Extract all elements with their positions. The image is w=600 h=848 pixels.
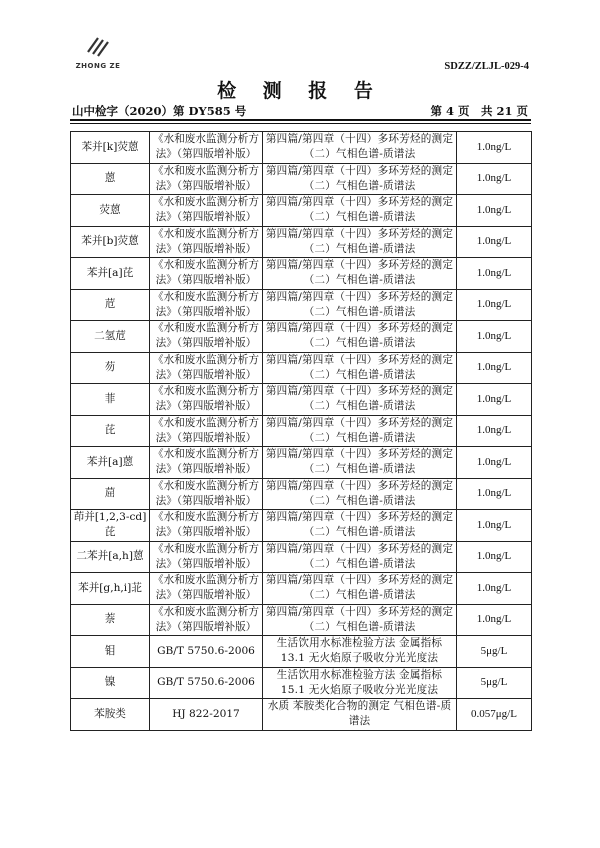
item-cell: 芴 (71, 352, 150, 384)
method-cell: 生活饮用水标准检验方法 金属指标 13.1 无火焰原子吸收分光光度法 (263, 636, 457, 668)
detection-limit-cell: 1.0ng/L (457, 604, 532, 636)
table-row (71, 415, 532, 447)
method-cell: 第四篇/第四章（十四）多环芳烃的测定（二）气相色谱-质谱法 (263, 510, 457, 542)
logo-text: ZHONG ZE (75, 62, 121, 70)
table-row (71, 667, 532, 699)
item-cell: 茚并[1,2,3-cd]芘 (71, 510, 150, 542)
table-row (71, 573, 532, 605)
detection-limit-cell: 0.057μg/L (457, 699, 532, 731)
item-cell: 二氢苊 (71, 321, 150, 353)
item-cell: 苯胺类 (71, 699, 150, 731)
table-row (71, 226, 532, 258)
item-cell: 钼 (71, 636, 150, 668)
method-cell: 第四篇/第四章（十四）多环芳烃的测定（二）气相色谱-质谱法 (263, 163, 457, 195)
table-row (71, 541, 532, 573)
standard-cell: 《水和废水监测分析方法》（第四版增补版） (150, 478, 263, 510)
zhongze-logo-icon (84, 32, 112, 60)
method-cell: 第四篇/第四章（十四）多环芳烃的测定（二）气相色谱-质谱法 (263, 384, 457, 416)
standard-cell: 《水和废水监测分析方法》（第四版增补版） (150, 258, 263, 290)
method-cell: 水质 苯胺类化合物的测定 气相色谱-质谱法 (263, 699, 457, 731)
standard-cell: HJ 822-2017 (150, 699, 263, 731)
detection-limit-cell: 1.0ng/L (457, 258, 532, 290)
table-row (71, 447, 532, 479)
item-cell: 菲 (71, 384, 150, 416)
method-cell: 生活饮用水标准检验方法 金属指标 15.1 无火焰原子吸收分光光度法 (263, 667, 457, 699)
item-cell: 苯并[b]荧蒽 (71, 226, 150, 258)
standard-cell: GB/T 5750.6-2006 (150, 667, 263, 699)
detection-limit-cell: 1.0ng/L (457, 573, 532, 605)
standard-cell: 《水和废水监测分析方法》（第四版增补版） (150, 447, 263, 479)
company-logo (72, 32, 124, 78)
test-methods-table (70, 131, 532, 731)
page-info: 第 4 页 共 21 页 (430, 104, 528, 118)
standard-cell: 《水和废水监测分析方法》（第四版增补版） (150, 132, 263, 164)
table-row (71, 132, 532, 164)
item-cell: 苊 (71, 289, 150, 321)
table-row (71, 352, 532, 384)
item-cell: 二苯并[a,h]蒽 (71, 541, 150, 573)
item-cell: 苯并[a]蒽 (71, 447, 150, 479)
item-cell: 荧蒽 (71, 195, 150, 227)
detection-limit-cell: 5μg/L (457, 636, 532, 668)
method-cell: 第四篇/第四章（十四）多环芳烃的测定（二）气相色谱-质谱法 (263, 226, 457, 258)
detection-limit-cell: 1.0ng/L (457, 510, 532, 542)
method-cell: 第四篇/第四章（十四）多环芳烃的测定（二）气相色谱-质谱法 (263, 573, 457, 605)
detection-limit-cell: 1.0ng/L (457, 289, 532, 321)
table-row (71, 510, 532, 542)
item-cell: 苯并[k]荧蒽 (71, 132, 150, 164)
method-cell: 第四篇/第四章（十四）多环芳烃的测定（二）气相色谱-质谱法 (263, 352, 457, 384)
table-row (71, 699, 532, 731)
table-row (71, 384, 532, 416)
standard-cell: 《水和废水监测分析方法》（第四版增补版） (150, 352, 263, 384)
document-code: SDZZ/ZLJL-029-4 (444, 61, 529, 72)
method-cell: 第四篇/第四章（十四）多环芳烃的测定（二）气相色谱-质谱法 (263, 478, 457, 510)
table-row (71, 195, 532, 227)
method-cell: 第四篇/第四章（十四）多环芳烃的测定（二）气相色谱-质谱法 (263, 541, 457, 573)
standard-cell: 《水和废水监测分析方法》（第四版增补版） (150, 321, 263, 353)
detection-limit-cell: 1.0ng/L (457, 195, 532, 227)
item-cell: 蒽 (71, 163, 150, 195)
method-cell: 第四篇/第四章（十四）多环芳烃的测定（二）气相色谱-质谱法 (263, 321, 457, 353)
detection-limit-cell: 1.0ng/L (457, 132, 532, 164)
detection-limit-cell: 1.0ng/L (457, 384, 532, 416)
item-cell: 苯并[g,h,i]苝 (71, 573, 150, 605)
standard-cell: 《水和废水监测分析方法》（第四版增补版） (150, 163, 263, 195)
item-cell: 苯并[a]芘 (71, 258, 150, 290)
table-row (71, 478, 532, 510)
standard-cell: 《水和废水监测分析方法》（第四版增补版） (150, 573, 263, 605)
standard-cell: 《水和废水监测分析方法》（第四版增补版） (150, 226, 263, 258)
table-row (71, 321, 532, 353)
table-row (71, 604, 532, 636)
standard-cell: 《水和废水监测分析方法》（第四版增补版） (150, 384, 263, 416)
standard-cell: 《水和废水监测分析方法》（第四版增补版） (150, 415, 263, 447)
detection-limit-cell: 1.0ng/L (457, 352, 532, 384)
report-title: 检 测 报 告 (217, 80, 383, 102)
detection-limit-cell: 1.0ng/L (457, 478, 532, 510)
method-cell: 第四篇/第四章（十四）多环芳烃的测定（二）气相色谱-质谱法 (263, 132, 457, 164)
table-row (71, 636, 532, 668)
standard-cell: 《水和废水监测分析方法》（第四版增补版） (150, 541, 263, 573)
table-row (71, 289, 532, 321)
standard-cell: 《水和废水监测分析方法》（第四版增补版） (150, 604, 263, 636)
item-cell: 䓛 (71, 478, 150, 510)
standard-cell: 《水和废水监测分析方法》（第四版增补版） (150, 289, 263, 321)
detection-limit-cell: 5μg/L (457, 667, 532, 699)
standard-cell: GB/T 5750.6-2006 (150, 636, 263, 668)
method-cell: 第四篇/第四章（十四）多环芳烃的测定（二）气相色谱-质谱法 (263, 604, 457, 636)
item-cell: 芘 (71, 415, 150, 447)
item-cell: 镍 (71, 667, 150, 699)
table-row (71, 163, 532, 195)
report-number: 山中检字（2020）第 DY585 号 (72, 104, 247, 118)
method-cell: 第四篇/第四章（十四）多环芳烃的测定（二）气相色谱-质谱法 (263, 415, 457, 447)
standard-cell: 《水和废水监测分析方法》（第四版增补版） (150, 195, 263, 227)
header-rule-thick (70, 119, 531, 121)
method-cell: 第四篇/第四章（十四）多环芳烃的测定（二）气相色谱-质谱法 (263, 289, 457, 321)
header-rule-thin (70, 123, 531, 124)
table-row (71, 258, 532, 290)
detection-limit-cell: 1.0ng/L (457, 226, 532, 258)
method-cell: 第四篇/第四章（十四）多环芳烃的测定（二）气相色谱-质谱法 (263, 447, 457, 479)
method-cell: 第四篇/第四章（十四）多环芳烃的测定（二）气相色谱-质谱法 (263, 195, 457, 227)
detection-limit-cell: 1.0ng/L (457, 447, 532, 479)
detection-limit-cell: 1.0ng/L (457, 321, 532, 353)
detection-limit-cell: 1.0ng/L (457, 415, 532, 447)
method-cell: 第四篇/第四章（十四）多环芳烃的测定（二）气相色谱-质谱法 (263, 258, 457, 290)
detection-limit-cell: 1.0ng/L (457, 541, 532, 573)
standard-cell: 《水和废水监测分析方法》（第四版增补版） (150, 510, 263, 542)
detection-limit-cell: 1.0ng/L (457, 163, 532, 195)
item-cell: 萘 (71, 604, 150, 636)
